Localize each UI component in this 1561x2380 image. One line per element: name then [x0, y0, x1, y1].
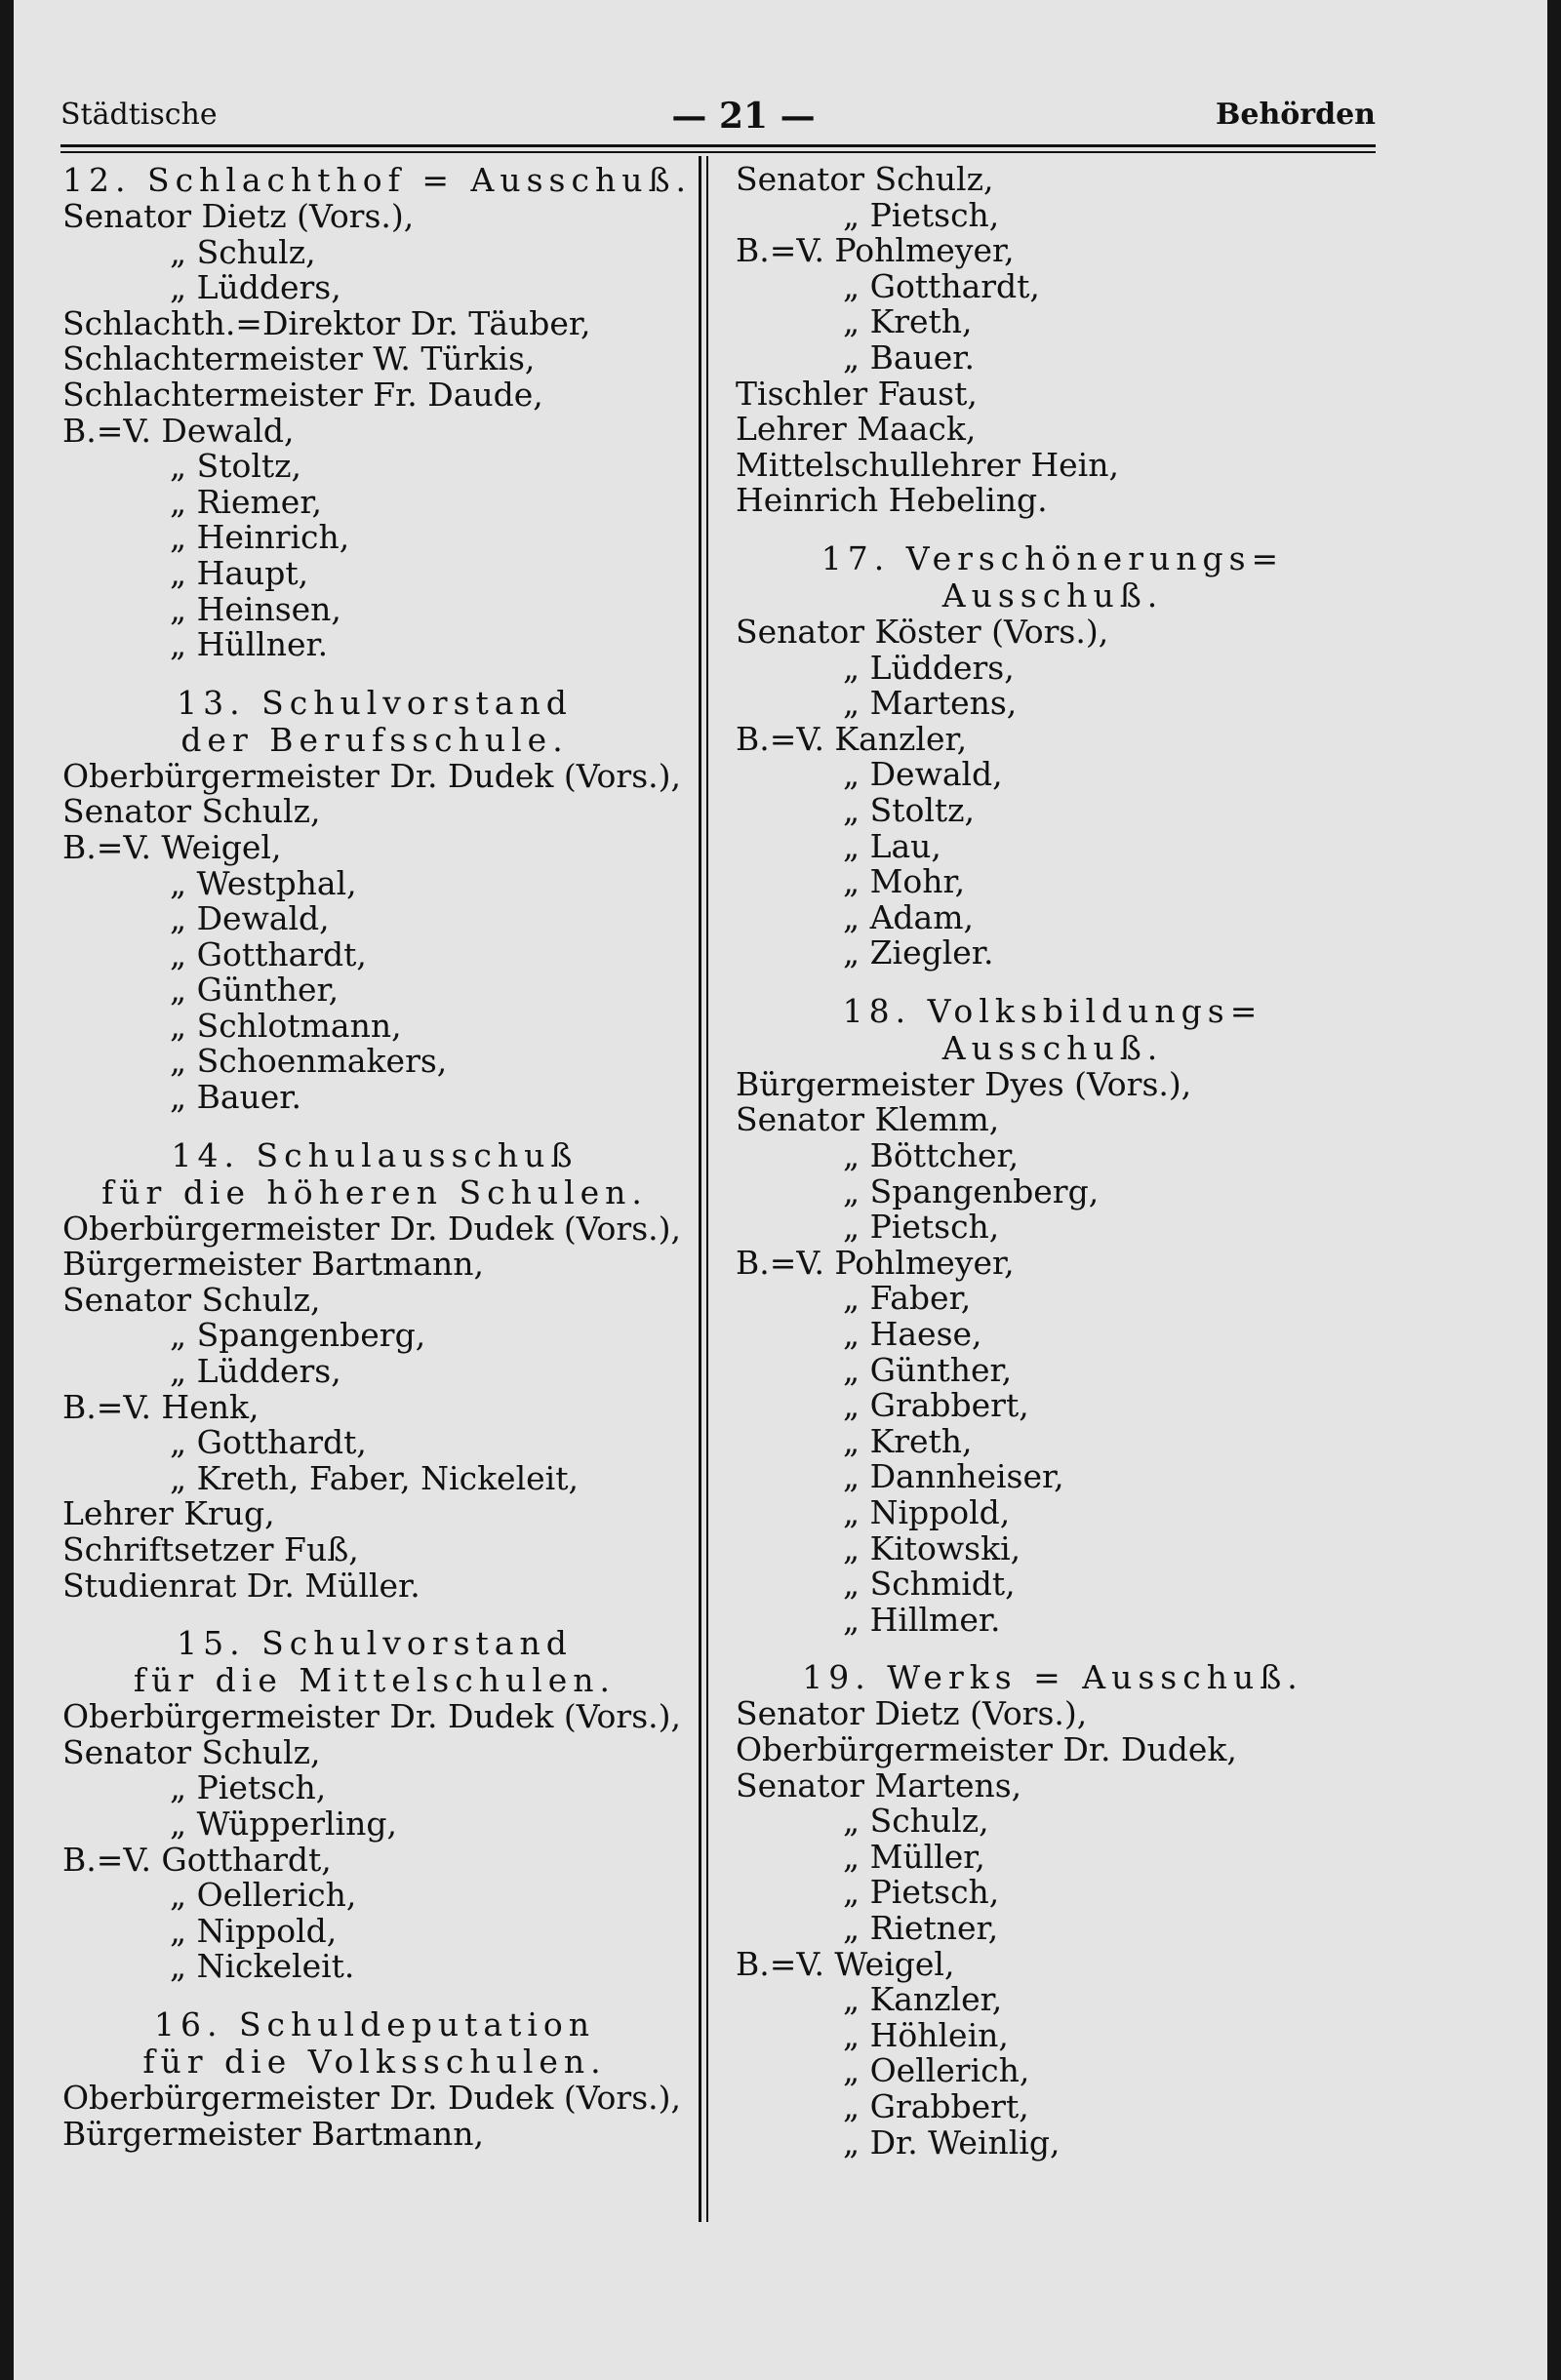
section-title: 16. Schuldeputation [153, 2004, 596, 2043]
member-entry: „ Oellerich, [170, 1876, 357, 1915]
member-entry: „ Haupt, [170, 553, 309, 592]
left-column [62, 161, 692, 2153]
member-entry: Lehrer Krug, [62, 1494, 275, 1533]
member-entry: „ Kreth, [843, 1421, 973, 1460]
member-entry: Lehrer Maack, [736, 410, 977, 449]
member-entry: Senator Köster (Vors.), [736, 612, 1109, 651]
committee-section [62, 1116, 687, 1605]
member-entry: „ Gotthardt, [843, 266, 1040, 305]
committee-section [736, 972, 1370, 1639]
committee-section [736, 1638, 1370, 2161]
member-entry: „ Hillmer. [843, 1600, 1001, 1639]
member-entry: B.=V. Kanzler, [736, 719, 968, 758]
section-gap [736, 972, 1370, 993]
member-entry: „ Hüllner. [170, 625, 329, 664]
section-title: für die Volksschulen. [142, 2042, 607, 2081]
member-entry: „ Wüpperling, [170, 1804, 397, 1843]
member-entry: „ Stoltz, [170, 447, 302, 486]
member-entry: „ Grabbert, [843, 2086, 1029, 2125]
document-page [14, 0, 1547, 2380]
column-divider [706, 156, 708, 2222]
section-gap [62, 1604, 687, 1625]
member-entry: Senator Schulz, [62, 1732, 321, 1771]
member-entry: „ Westphal, [170, 863, 357, 902]
section-title: für die Mittelschulen. [133, 1661, 617, 1700]
section-gap [62, 663, 687, 685]
member-entry: B.=V. Dewald, [62, 411, 295, 450]
section-title: 12. Schlachthof = Ausschuß. [62, 161, 692, 199]
member-entry: B.=V. Weigel, [62, 827, 282, 866]
member-entry: „ Kreth, [843, 302, 973, 341]
member-entry: „ Martens, [843, 684, 1018, 723]
member-entry: „ Haese, [843, 1315, 982, 1354]
member-entry: „ Schulz, [843, 1802, 989, 1841]
member-entry: Bürgermeister Dyes (Vors.), [736, 1064, 1192, 1103]
page-header [60, 90, 1376, 144]
column-divider [699, 156, 701, 2222]
member-entry: „ Schulz, [170, 232, 316, 271]
member-entry: Oberbürgermeister Dr. Dudek (Vors.), [62, 1209, 681, 1248]
member-entry: „ Pietsch, [843, 195, 1000, 234]
member-entry: Senator Dietz (Vors.), [736, 1694, 1088, 1733]
committee-section [62, 1604, 687, 1985]
header-rule [60, 151, 1376, 153]
member-entry: „ Müller, [843, 1837, 985, 1876]
committee-section [736, 162, 1370, 519]
member-entry: „ Dr. Weinlig, [843, 2122, 1061, 2162]
member-entry: „ Bauer. [843, 337, 975, 377]
member-entry: „ Böttcher, [843, 1136, 1020, 1175]
member-entry: „ Günther, [170, 971, 340, 1010]
member-entry: „ Nickeleit. [170, 1947, 355, 1986]
member-entry: „ Höhlein, [843, 2015, 1009, 2054]
member-entry: „ Dannheiser, [843, 1457, 1064, 1496]
section-gap [62, 1985, 687, 2006]
member-entry: Senator Schulz, [62, 1280, 321, 1319]
section-gap [736, 519, 1370, 540]
member-entry: Schlachth.=Direktor Dr. Täuber, [62, 303, 591, 342]
committee-section [736, 519, 1370, 972]
member-entry: Senator Klemm, [736, 1100, 1000, 1139]
member-entry: „ Pietsch, [170, 1768, 327, 1807]
member-entry: Tischler Faust, [736, 374, 978, 413]
member-entry: Bürgermeister Bartmann, [62, 2114, 484, 2153]
member-entry: „ Nippold, [843, 1493, 1011, 1531]
section-title: 17. Verschönerungs= [821, 538, 1285, 577]
member-entry: „ Lüdders, [170, 1352, 341, 1391]
member-entry: „ Gotthardt, [170, 934, 367, 973]
member-entry: B.=V. Weigel, [736, 1944, 955, 1983]
member-entry: „ Lüdders, [170, 268, 341, 307]
member-entry: Senator Schulz, [736, 160, 994, 198]
member-entry: Oberbürgermeister Dr. Dudek (Vors.), [62, 756, 681, 795]
page-number: — 21 — [671, 96, 816, 137]
member-entry: „ Oellerich, [843, 2051, 1030, 2090]
section-title: 19. Werks = Ausschuß. [802, 1658, 1303, 1697]
member-entry: B.=V. Henk, [62, 1387, 260, 1426]
member-entry: „ Dewald, [843, 755, 1003, 794]
committee-section [62, 1985, 687, 2152]
member-entry: „ Riemer, [170, 482, 322, 521]
member-entry: „ Dewald, [170, 899, 330, 938]
member-entry: Schriftsetzer Fuß, [62, 1530, 359, 1568]
member-entry: Oberbürgermeister Dr. Dudek (Vors.), [62, 2078, 681, 2117]
member-entry: Bürgermeister Bartmann, [62, 1245, 484, 1284]
member-entry: Mittelschullehrer Hein, [736, 445, 1119, 484]
member-entry: „ Günther, [843, 1350, 1013, 1389]
section-title: für die höheren Schulen. [101, 1172, 648, 1211]
header-right-text: Behörden [1216, 98, 1376, 132]
member-entry: „ Kreth, Faber, Nickeleit, [170, 1458, 579, 1497]
section-gap [62, 1116, 687, 1137]
member-entry: „ Adam, [843, 897, 974, 936]
member-entry: „ Bauer. [170, 1078, 301, 1117]
member-entry: Studienrat Dr. Müller. [62, 1566, 420, 1605]
member-entry: „ Spangenberg, [843, 1171, 1100, 1210]
member-entry: Oberbürgermeister Dr. Dudek, [736, 1729, 1237, 1768]
member-entry: „ Schlotmann, [170, 1006, 402, 1045]
member-entry: Senator Martens, [736, 1765, 1022, 1805]
section-title: Ausschuß. [941, 575, 1164, 615]
section-title: 18. Volksbildungs= [842, 991, 1263, 1030]
section-title: Ausschuß. [941, 1028, 1164, 1067]
section-title: 15. Schulvorstand [177, 1624, 573, 1663]
member-entry: „ Ziegler. [843, 933, 994, 972]
member-entry: Senator Dietz (Vors.), [62, 197, 415, 235]
member-entry: „ Grabbert, [843, 1386, 1029, 1425]
member-entry: „ Faber, [843, 1279, 972, 1318]
section-gap [736, 1638, 1370, 1659]
header-rule [60, 144, 1376, 147]
member-entry: „ Kanzler, [843, 1980, 1003, 2019]
member-entry: „ Heinsen, [170, 589, 341, 628]
section-title: der Berufsschule. [180, 720, 569, 759]
member-entry: „ Schoenmakers, [170, 1042, 448, 1081]
committee-section [62, 161, 692, 664]
member-entry: Oberbürgermeister Dr. Dudek (Vors.), [62, 1697, 681, 1736]
member-entry: „ Lüdders, [843, 648, 1015, 687]
header-left-text: Städtische [60, 98, 218, 132]
member-entry: B.=V. Pohlmeyer, [736, 231, 1015, 270]
member-entry: „ Kitowski, [843, 1528, 1021, 1567]
member-entry: „ Pietsch, [843, 1873, 1000, 1912]
section-title: 14. Schulausschuß [171, 1135, 579, 1174]
member-entry: „ Nippold, [170, 1911, 338, 1950]
member-entry: „ Rietner, [843, 1908, 999, 1947]
member-entry: „ Pietsch, [843, 1208, 1000, 1247]
member-entry: „ Lau, [843, 826, 941, 865]
member-entry: „ Heinrich, [170, 518, 350, 557]
section-title: 13. Schulvorstand [177, 683, 573, 722]
member-entry: B.=V. Gotthardt, [62, 1840, 332, 1879]
member-entry: „ Spangenberg, [170, 1316, 426, 1355]
member-entry: „ Schmidt, [843, 1565, 1016, 1604]
member-entry: B.=V. Pohlmeyer, [736, 1243, 1015, 1282]
member-entry: Schlachtermeister Fr. Daude, [62, 375, 543, 414]
member-entry: Senator Schulz, [62, 792, 321, 831]
member-entry: „ Gotthardt, [170, 1423, 367, 1462]
member-entry: Schlachtermeister W. Türkis, [62, 339, 536, 378]
right-column [736, 162, 1370, 2161]
committee-section [62, 663, 687, 1116]
member-entry: Heinrich Hebeling. [736, 481, 1048, 520]
member-entry: „ Stoltz, [843, 790, 976, 829]
member-entry: „ Mohr, [843, 862, 966, 901]
